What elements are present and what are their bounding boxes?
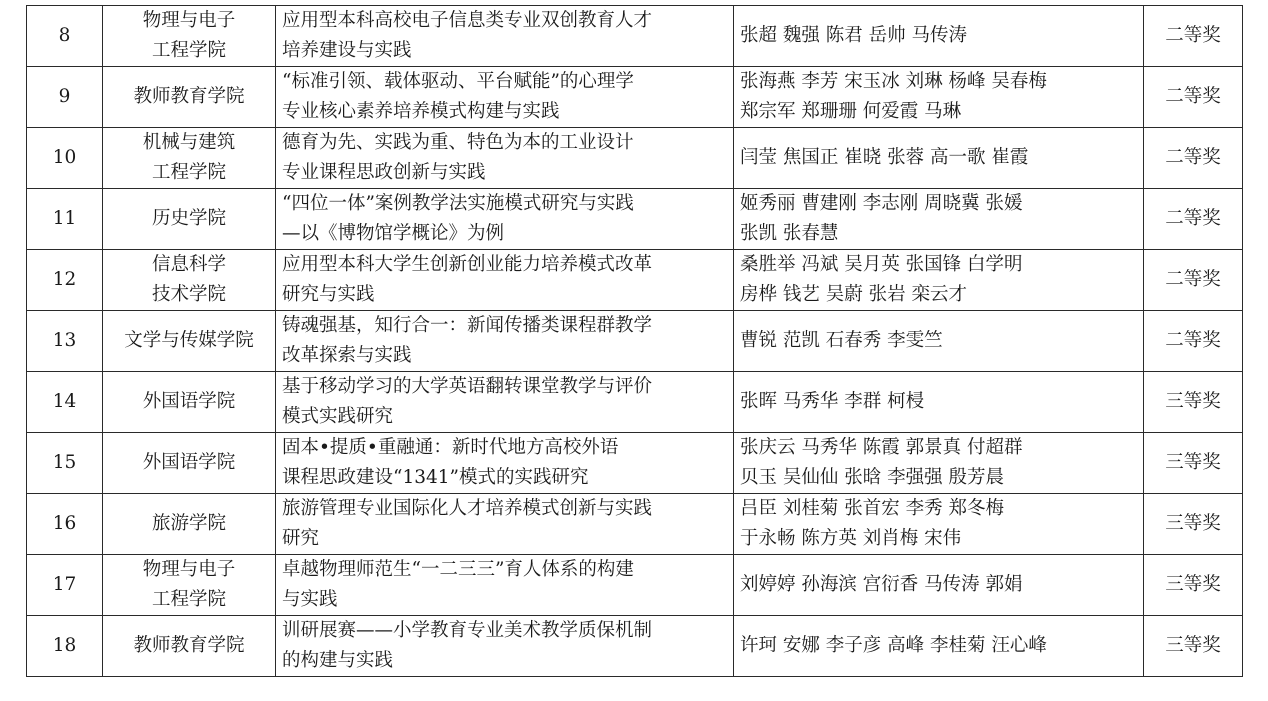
members-cell bbox=[734, 67, 1144, 128]
project-title-line: —以《博物馆学概论》为例 bbox=[282, 223, 505, 244]
project-title-line: 应用型本科大学生创新创业能力培养模式改革 bbox=[282, 254, 653, 275]
members-line: 贝玉 吴仙仙 张晗 李强强 殷芳晨 bbox=[740, 467, 1005, 488]
project-title-line: “四位一体”案例教学法实施模式研究与实践 bbox=[282, 193, 634, 214]
project-title-line: 专业课程思政创新与实践 bbox=[282, 162, 486, 183]
project-title-cell bbox=[276, 433, 734, 494]
project-title-cell bbox=[276, 67, 734, 128]
award-level: 二等奖 bbox=[1144, 250, 1243, 311]
project-title-line: 基于移动学习的大学英语翻转课堂教学与评价 bbox=[282, 376, 653, 397]
members-cell bbox=[734, 555, 1144, 616]
row-number: 8 bbox=[27, 6, 103, 67]
project-title-line: 应用型本科高校电子信息类专业双创教育人才 bbox=[282, 10, 653, 31]
project-title-line: 课程思政建设“1341”模式的实践研究 bbox=[282, 467, 589, 488]
project-title-cell bbox=[276, 128, 734, 189]
project-title-line: 与实践 bbox=[282, 589, 338, 610]
row-number: 14 bbox=[27, 372, 103, 433]
department-line: 教师教育学院 bbox=[133, 86, 245, 107]
project-title-line: 培养建设与实践 bbox=[282, 40, 412, 61]
project-title-line: 铸魂强基，知行合一：新闻传播类课程群教学 bbox=[282, 315, 653, 336]
row-number: 11 bbox=[27, 189, 103, 250]
department-line: 工程学院 bbox=[151, 162, 226, 183]
project-title-line: 德育为先、实践为重、特色为本的工业设计 bbox=[282, 132, 634, 153]
department-cell bbox=[103, 311, 276, 372]
members-line: 张海燕 李芳 宋玉冰 刘琳 杨峰 吴春梅 bbox=[740, 71, 1047, 92]
award-level: 三等奖 bbox=[1144, 555, 1243, 616]
members-line: 张超 魏强 陈君 岳帅 马传涛 bbox=[740, 25, 968, 46]
row-number: 16 bbox=[27, 494, 103, 555]
department-cell bbox=[103, 372, 276, 433]
department-line: 物理与电子 bbox=[142, 559, 236, 580]
members-line: 曹锐 范凯 石春秀 李雯竺 bbox=[740, 330, 943, 351]
project-title-line: 专业核心素养培养模式构建与实践 bbox=[282, 101, 560, 122]
department-line: 外国语学院 bbox=[142, 452, 236, 473]
members-line: 刘婷婷 孙海滨 宫衍香 马传涛 郭娟 bbox=[740, 574, 1023, 595]
members-cell bbox=[734, 250, 1144, 311]
row-number: 15 bbox=[27, 433, 103, 494]
members-line: 张凯 张春慧 bbox=[740, 223, 839, 244]
members-line: 桑胜举 冯斌 吴月英 张国锋 白学明 bbox=[740, 254, 1023, 275]
department-cell bbox=[103, 189, 276, 250]
department-cell bbox=[103, 555, 276, 616]
awards-sheet bbox=[26, 5, 1243, 677]
table-row bbox=[27, 250, 1243, 311]
members-cell bbox=[734, 616, 1144, 677]
row-number: 12 bbox=[27, 250, 103, 311]
award-level: 二等奖 bbox=[1144, 67, 1243, 128]
award-level: 二等奖 bbox=[1144, 311, 1243, 372]
members-line: 闫莹 焦国正 崔晓 张蓉 高一歌 崔霞 bbox=[740, 147, 1029, 168]
project-title-cell bbox=[276, 6, 734, 67]
project-title-cell bbox=[276, 311, 734, 372]
project-title-line: 模式实践研究 bbox=[282, 406, 394, 427]
department-cell bbox=[103, 67, 276, 128]
project-title-line: 改革探索与实践 bbox=[282, 345, 412, 366]
project-title-line: 卓越物理师范生“一二三三”育人体系的构建 bbox=[282, 559, 634, 580]
table-row bbox=[27, 494, 1243, 555]
department-line: 教师教育学院 bbox=[133, 635, 245, 656]
department-line: 技术学院 bbox=[151, 284, 226, 305]
department-cell bbox=[103, 494, 276, 555]
award-level: 二等奖 bbox=[1144, 189, 1243, 250]
members-line: 郑宗军 郑珊珊 何爱霞 马琳 bbox=[740, 101, 962, 122]
table-row bbox=[27, 128, 1243, 189]
awards-table bbox=[26, 5, 1243, 677]
department-line: 旅游学院 bbox=[151, 513, 226, 534]
project-title-cell bbox=[276, 494, 734, 555]
department-line: 文学与传媒学院 bbox=[124, 330, 254, 351]
project-title-line: 研究 bbox=[282, 528, 320, 549]
members-line: 房桦 钱艺 吴蔚 张岩 栾云才 bbox=[740, 284, 968, 305]
award-level: 二等奖 bbox=[1144, 6, 1243, 67]
project-title-line: 固本•提质•重融通：新时代地方高校外语 bbox=[282, 437, 619, 458]
project-title-cell bbox=[276, 189, 734, 250]
members-cell bbox=[734, 6, 1144, 67]
project-title-cell bbox=[276, 616, 734, 677]
row-number: 9 bbox=[27, 67, 103, 128]
members-line: 于永畅 陈方英 刘肖梅 宋伟 bbox=[740, 528, 962, 549]
project-title-cell bbox=[276, 555, 734, 616]
department-cell bbox=[103, 6, 276, 67]
row-number: 17 bbox=[27, 555, 103, 616]
project-title-line: 的构建与实践 bbox=[282, 650, 394, 671]
project-title-cell bbox=[276, 372, 734, 433]
table-row bbox=[27, 555, 1243, 616]
table-row bbox=[27, 189, 1243, 250]
department-cell bbox=[103, 250, 276, 311]
members-cell bbox=[734, 372, 1144, 433]
table-row bbox=[27, 616, 1243, 677]
department-line: 物理与电子 bbox=[142, 10, 236, 31]
table-row bbox=[27, 372, 1243, 433]
project-title-line: 旅游管理专业国际化人才培养模式创新与实践 bbox=[282, 498, 653, 519]
awards-table-body bbox=[27, 6, 1243, 677]
department-cell bbox=[103, 128, 276, 189]
department-line: 历史学院 bbox=[151, 208, 226, 229]
project-title-line: 研究与实践 bbox=[282, 284, 375, 305]
row-number: 10 bbox=[27, 128, 103, 189]
award-level: 三等奖 bbox=[1144, 494, 1243, 555]
project-title-cell bbox=[276, 250, 734, 311]
project-title-line: “标准引领、载体驱动、平台赋能”的心理学 bbox=[282, 71, 634, 92]
members-cell bbox=[734, 189, 1144, 250]
award-level: 三等奖 bbox=[1144, 433, 1243, 494]
members-cell bbox=[734, 433, 1144, 494]
award-level: 三等奖 bbox=[1144, 372, 1243, 433]
members-cell bbox=[734, 494, 1144, 555]
award-level: 三等奖 bbox=[1144, 616, 1243, 677]
table-row bbox=[27, 67, 1243, 128]
table-row bbox=[27, 6, 1243, 67]
department-line: 机械与建筑 bbox=[142, 132, 236, 153]
row-number: 13 bbox=[27, 311, 103, 372]
department-cell bbox=[103, 433, 276, 494]
table-row bbox=[27, 433, 1243, 494]
members-line: 吕臣 刘桂菊 张首宏 李秀 郑冬梅 bbox=[740, 498, 1005, 519]
department-line: 工程学院 bbox=[151, 40, 226, 61]
department-line: 工程学院 bbox=[151, 589, 226, 610]
table-row bbox=[27, 311, 1243, 372]
award-level: 二等奖 bbox=[1144, 128, 1243, 189]
project-title-line: 训研展赛——小学教育专业美术教学质保机制 bbox=[282, 620, 653, 641]
members-line: 许珂 安娜 李子彦 高峰 李桂菊 汪心峰 bbox=[740, 635, 1047, 656]
members-line: 张庆云 马秀华 陈霞 郭景真 付超群 bbox=[740, 437, 1023, 458]
members-line: 张晖 马秀华 李群 柯梫 bbox=[740, 391, 925, 412]
department-line: 外国语学院 bbox=[142, 391, 236, 412]
department-line: 信息科学 bbox=[151, 254, 226, 275]
department-cell bbox=[103, 616, 276, 677]
members-cell bbox=[734, 128, 1144, 189]
row-number: 18 bbox=[27, 616, 103, 677]
members-line: 姬秀丽 曹建刚 李志刚 周晓冀 张媛 bbox=[740, 193, 1023, 214]
members-cell bbox=[734, 311, 1144, 372]
